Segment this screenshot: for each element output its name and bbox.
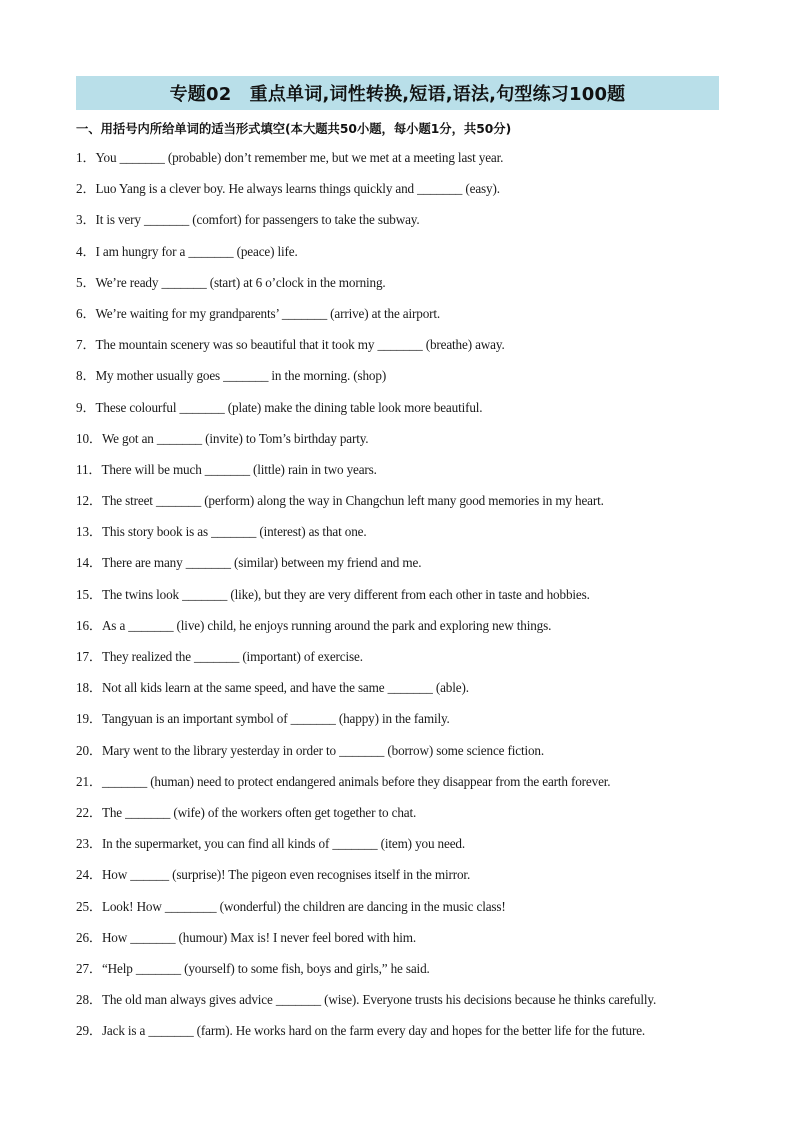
question-item — [76, 647, 736, 678]
question-text: The street _______ (perform) along the way in Changchun left many good memories in my heart. — [101, 493, 604, 509]
question-number: 29． — [76, 1023, 102, 1039]
question-number: 14． — [76, 555, 102, 571]
question-text: The mountain scenery was so beautiful that it took my _______ (breathe) away. — [95, 337, 505, 353]
question-number: 3． — [76, 212, 96, 228]
question-text: This story book is as _______ (interest) as that one. — [101, 524, 367, 540]
question-text: As a _______ (live) child, he enjoys running around the park and exploring new things. — [101, 617, 552, 633]
question-item — [76, 1021, 736, 1052]
question-text: We’re waiting for my grandparents’ _______ (arrive) at the airport. — [95, 305, 441, 321]
question-item — [76, 772, 736, 803]
question-text: _______ (human) need to protect endangered animals before they disappear from the earth forever. — [101, 773, 611, 789]
question-number: 22． — [76, 804, 102, 820]
question-number: 9． — [76, 399, 96, 415]
question-item — [76, 959, 736, 990]
question-item — [76, 460, 736, 491]
question-text: Not all kids learn at the same speed, and have the same _______ (able). — [101, 680, 469, 696]
page-title: 专题02 重点单词,词性转换,短语,语法,句型练习100题 — [169, 84, 626, 105]
question-item — [76, 210, 736, 241]
question-number: 12． — [76, 493, 102, 509]
question-item — [76, 865, 736, 896]
question-text: In the supermarket, you can find all kinds of _______ (item) you need. — [101, 836, 465, 852]
question-text: How ______ (surprise)! The pigeon even recognises itself in the mirror. — [101, 867, 471, 883]
question-text: Jack is a _______ (farm). He works hard on the farm every day and hopes for the better life for the future. — [101, 1023, 646, 1039]
question-item — [76, 709, 736, 740]
question-item — [76, 585, 736, 616]
question-item — [76, 616, 736, 647]
question-number: 1． — [76, 150, 96, 165]
question-number: 20． — [76, 742, 102, 758]
question-number: 16． — [76, 617, 102, 633]
question-text: We got an _______ (invite) to Tom’s birthday party. — [101, 430, 369, 446]
question-number: 2． — [76, 181, 96, 197]
question-item — [76, 678, 736, 709]
question-number: 24． — [76, 867, 102, 883]
question-item — [76, 148, 736, 179]
question-number: 27． — [76, 960, 102, 976]
question-item — [76, 834, 736, 865]
question-text: These colourful _______ (plate) make the dining table look more beautiful. — [95, 399, 483, 415]
question-item — [76, 179, 736, 210]
question-item — [76, 491, 736, 522]
question-number: 18． — [76, 680, 102, 696]
question-text: There will be much _______ (little) rain in two years. — [101, 461, 377, 477]
question-number: 4． — [76, 243, 96, 259]
question-text: The old man always gives advice _______ (wise). Everyone trusts his decisions because he thinks carefully. — [101, 992, 657, 1008]
question-item — [76, 553, 736, 584]
question-number: 11． — [76, 461, 102, 477]
question-number: 8． — [76, 368, 96, 384]
question-text: I am hungry for a _______ (peace) life. — [95, 243, 298, 259]
question-item — [76, 897, 736, 928]
question-item — [76, 366, 736, 397]
question-item — [76, 398, 736, 429]
question-number: 19． — [76, 711, 102, 727]
question-item — [76, 522, 736, 553]
question-text: They realized the _______ (important) of exercise. — [101, 649, 363, 664]
question-number: 25． — [76, 898, 102, 914]
question-number: 26． — [76, 929, 102, 945]
question-text: There are many _______ (similar) between my friend and me. — [101, 555, 422, 571]
question-number: 5． — [76, 274, 96, 290]
question-item — [76, 429, 736, 460]
question-item — [76, 990, 736, 1021]
question-text: We’re ready _______ (start) at 6 o’clock in the morning. — [95, 274, 386, 290]
question-text: “Help _______ (yourself) to some fish, boys and girls,” he said. — [101, 960, 430, 976]
section-instruction: 一、用括号内所给单词的适当形式填空(本大题共50小题，每小题1分，共50分) — [76, 122, 512, 136]
question-item — [76, 928, 736, 959]
question-number: 15． — [76, 586, 102, 602]
question-item — [76, 741, 736, 772]
question-number: 13． — [76, 524, 102, 540]
question-item — [76, 242, 736, 273]
question-number: 10． — [76, 430, 102, 446]
question-number: 28． — [76, 992, 102, 1008]
question-text: You _______ (probable) don’t remember me, but we met at a meeting last year. — [95, 150, 504, 165]
question-list — [76, 148, 736, 1052]
question-item — [76, 273, 736, 304]
question-text: Tangyuan is an important symbol of _______ (happy) in the family. — [101, 711, 450, 727]
question-text: Luo Yang is a clever boy. He always learns things quickly and _______ (easy). — [95, 181, 500, 197]
question-text: It is very _______ (comfort) for passengers to take the subway. — [95, 212, 420, 228]
question-text: The twins look _______ (like), but they are very different from each other in taste and hobbies. — [101, 586, 590, 602]
question-item — [76, 304, 736, 335]
question-item — [76, 335, 736, 366]
question-number: 17． — [76, 649, 102, 664]
question-text: My mother usually goes _______ in the morning. (shop) — [95, 368, 387, 384]
question-text: How _______ (humour) Max is! I never feel bored with him. — [101, 929, 417, 945]
question-number: 21． — [76, 773, 102, 789]
question-text: The _______ (wife) of the workers often get together to chat. — [101, 804, 417, 820]
title-banner — [76, 76, 719, 110]
question-item — [76, 803, 736, 834]
question-text: Look! How ________ (wonderful) the children are dancing in the music class! — [101, 898, 506, 914]
question-number: 7． — [76, 337, 96, 353]
question-number: 23． — [76, 836, 102, 852]
question-text: Mary went to the library yesterday in order to _______ (borrow) some science fiction. — [101, 742, 545, 758]
question-number: 6． — [76, 305, 96, 321]
